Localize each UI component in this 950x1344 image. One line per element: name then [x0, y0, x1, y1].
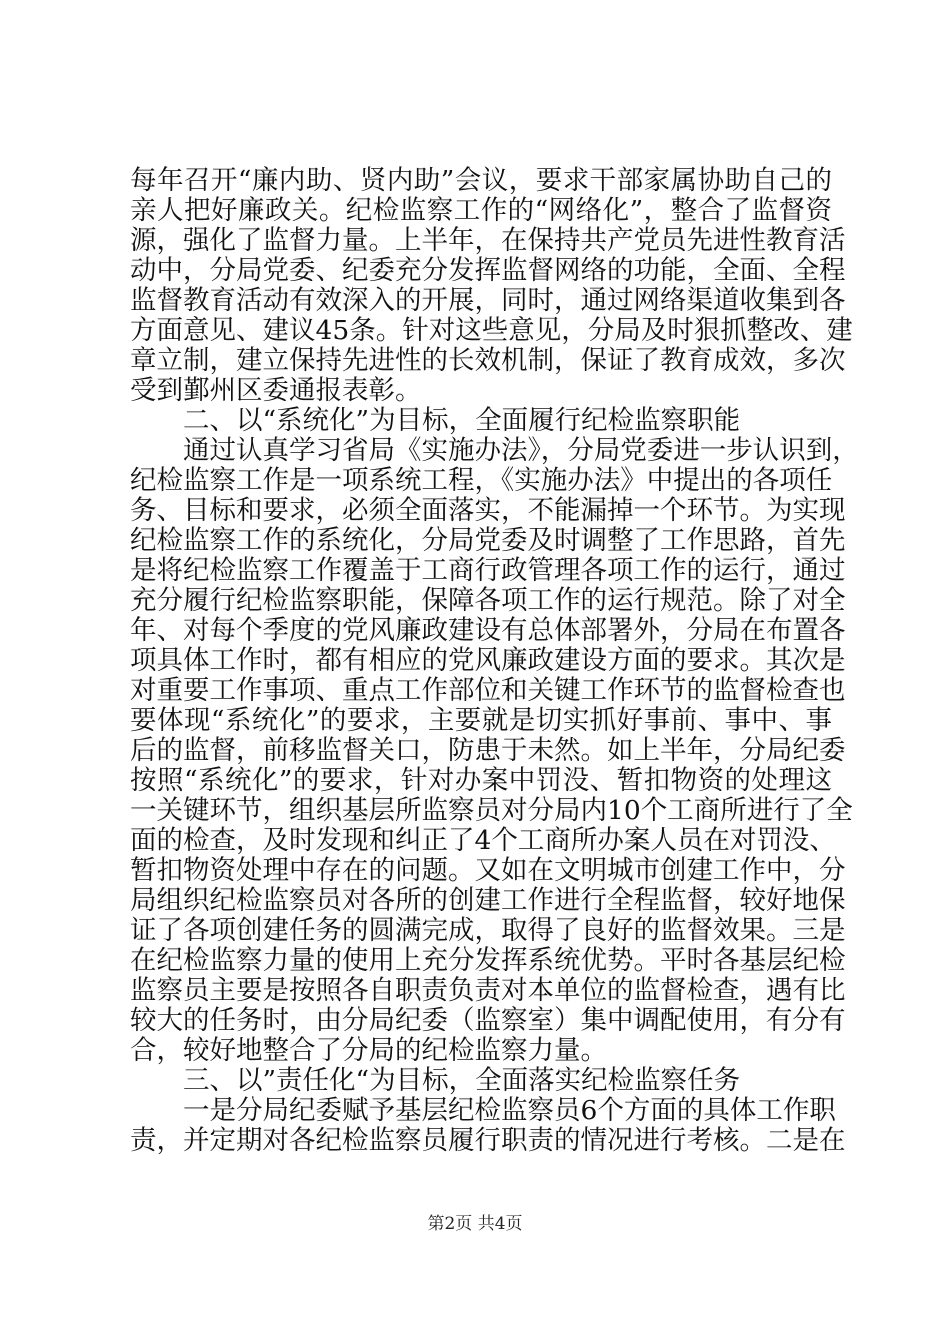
text-line: 较大的任务时，由分局纪委（监察室）集中调配使用，有分有	[130, 1005, 846, 1036]
text-line: 局组织纪检监察员对各所的创建工作进行全程监督，较好地保	[130, 885, 846, 916]
text-line: 受到鄞州区委通报表彰。	[130, 375, 422, 406]
text-line: 证了各项创建任务的圆满完成，取得了良好的监督效果。三是	[130, 915, 846, 946]
text-line: 亲人把好廉政关。纪检监察工作的“网络化”，整合了监督资	[130, 195, 832, 226]
text-line: 后的监督，前移监督关口，防患于未然。如上半年，分局纪委	[130, 735, 846, 766]
text-line: 面的检查，及时发现和纠正了4个工商所办案人员在对罚没、	[130, 825, 836, 856]
text-line: 充分履行纪检监察职能，保障各项工作的运行规范。除了对全	[130, 585, 846, 616]
text-line: 章立制，建立保持先进性的长效机制，保证了教育成效，多次	[130, 345, 846, 376]
text-line: 二、以“系统化”为目标，全面履行纪检监察职能	[183, 405, 741, 436]
text-line: 务、目标和要求，必须全面落实，不能漏掉一个环节。为实现	[130, 495, 846, 526]
text-line: 按照“系统化”的要求，针对办案中罚没、暂扣物资的处理这	[130, 765, 832, 796]
text-line: 通过认真学习省局《实施办法》，分局党委进一步认识到，	[183, 435, 859, 466]
text-line: 合，较好地整合了分局的纪检监察力量。	[130, 1035, 607, 1066]
document-body	[130, 165, 859, 1156]
text-line: 是将纪检监察工作覆盖于工商行政管理各项工作的运行，通过	[130, 555, 846, 586]
text-line: 动中，分局党委、纪委充分发挥监督网络的功能，全面、全程	[130, 255, 846, 286]
text-line: 一关键环节，组织基层所监察员对分局内10个工商所进行了全	[130, 795, 853, 826]
text-line: 责，并定期对各纪检监察员履行职责的情况进行考核。二是在	[130, 1125, 846, 1156]
text-line: 要体现“系统化”的要求，主要就是切实抓好事前、事中、事	[130, 705, 832, 736]
text-line: 纪检监察工作的系统化，分局党委及时调整了工作思路，首先	[130, 525, 846, 556]
text-line: 纪检监察工作是一项系统工程，《实施办法》中提出的各项任	[130, 465, 833, 496]
text-line: 每年召开“廉内助、贤内助”会议，要求干部家属协助自己的	[130, 165, 832, 196]
text-line: 在纪检监察力量的使用上充分发挥系统优势。平时各基层纪检	[130, 945, 846, 976]
text-line: 年、对每个季度的党风廉政建设有总体部署外，分局在布置各	[130, 615, 846, 646]
page-footer: 第2页 共4页	[427, 1214, 523, 1234]
text-line: 三、以”责任化“为目标，全面落实纪检监察任务	[183, 1065, 741, 1096]
text-line: 源，强化了监督力量。上半年，在保持共产党员先进性教育活	[130, 225, 846, 256]
text-line: 对重要工作事项、重点工作部位和关键工作环节的监督检查也	[130, 675, 846, 706]
text-line: 监察员主要是按照各自职责负责对本单位的监督检查，遇有比	[130, 975, 846, 1006]
text-line: 项具体工作时，都有相应的党风廉政建设方面的要求。其次是	[130, 645, 846, 676]
text-line: 方面意见、建议45条。针对这些意见，分局及时狠抓整改、建	[130, 315, 853, 346]
text-line: 监督教育活动有效深入的开展，同时，通过网络渠道收集到各	[130, 285, 846, 316]
text-line: 暂扣物资处理中存在的问题。又如在文明城市创建工作中，分	[130, 855, 846, 886]
text-line: 一是分局纪委赋予基层纪检监察员6个方面的具体工作职	[183, 1095, 836, 1126]
